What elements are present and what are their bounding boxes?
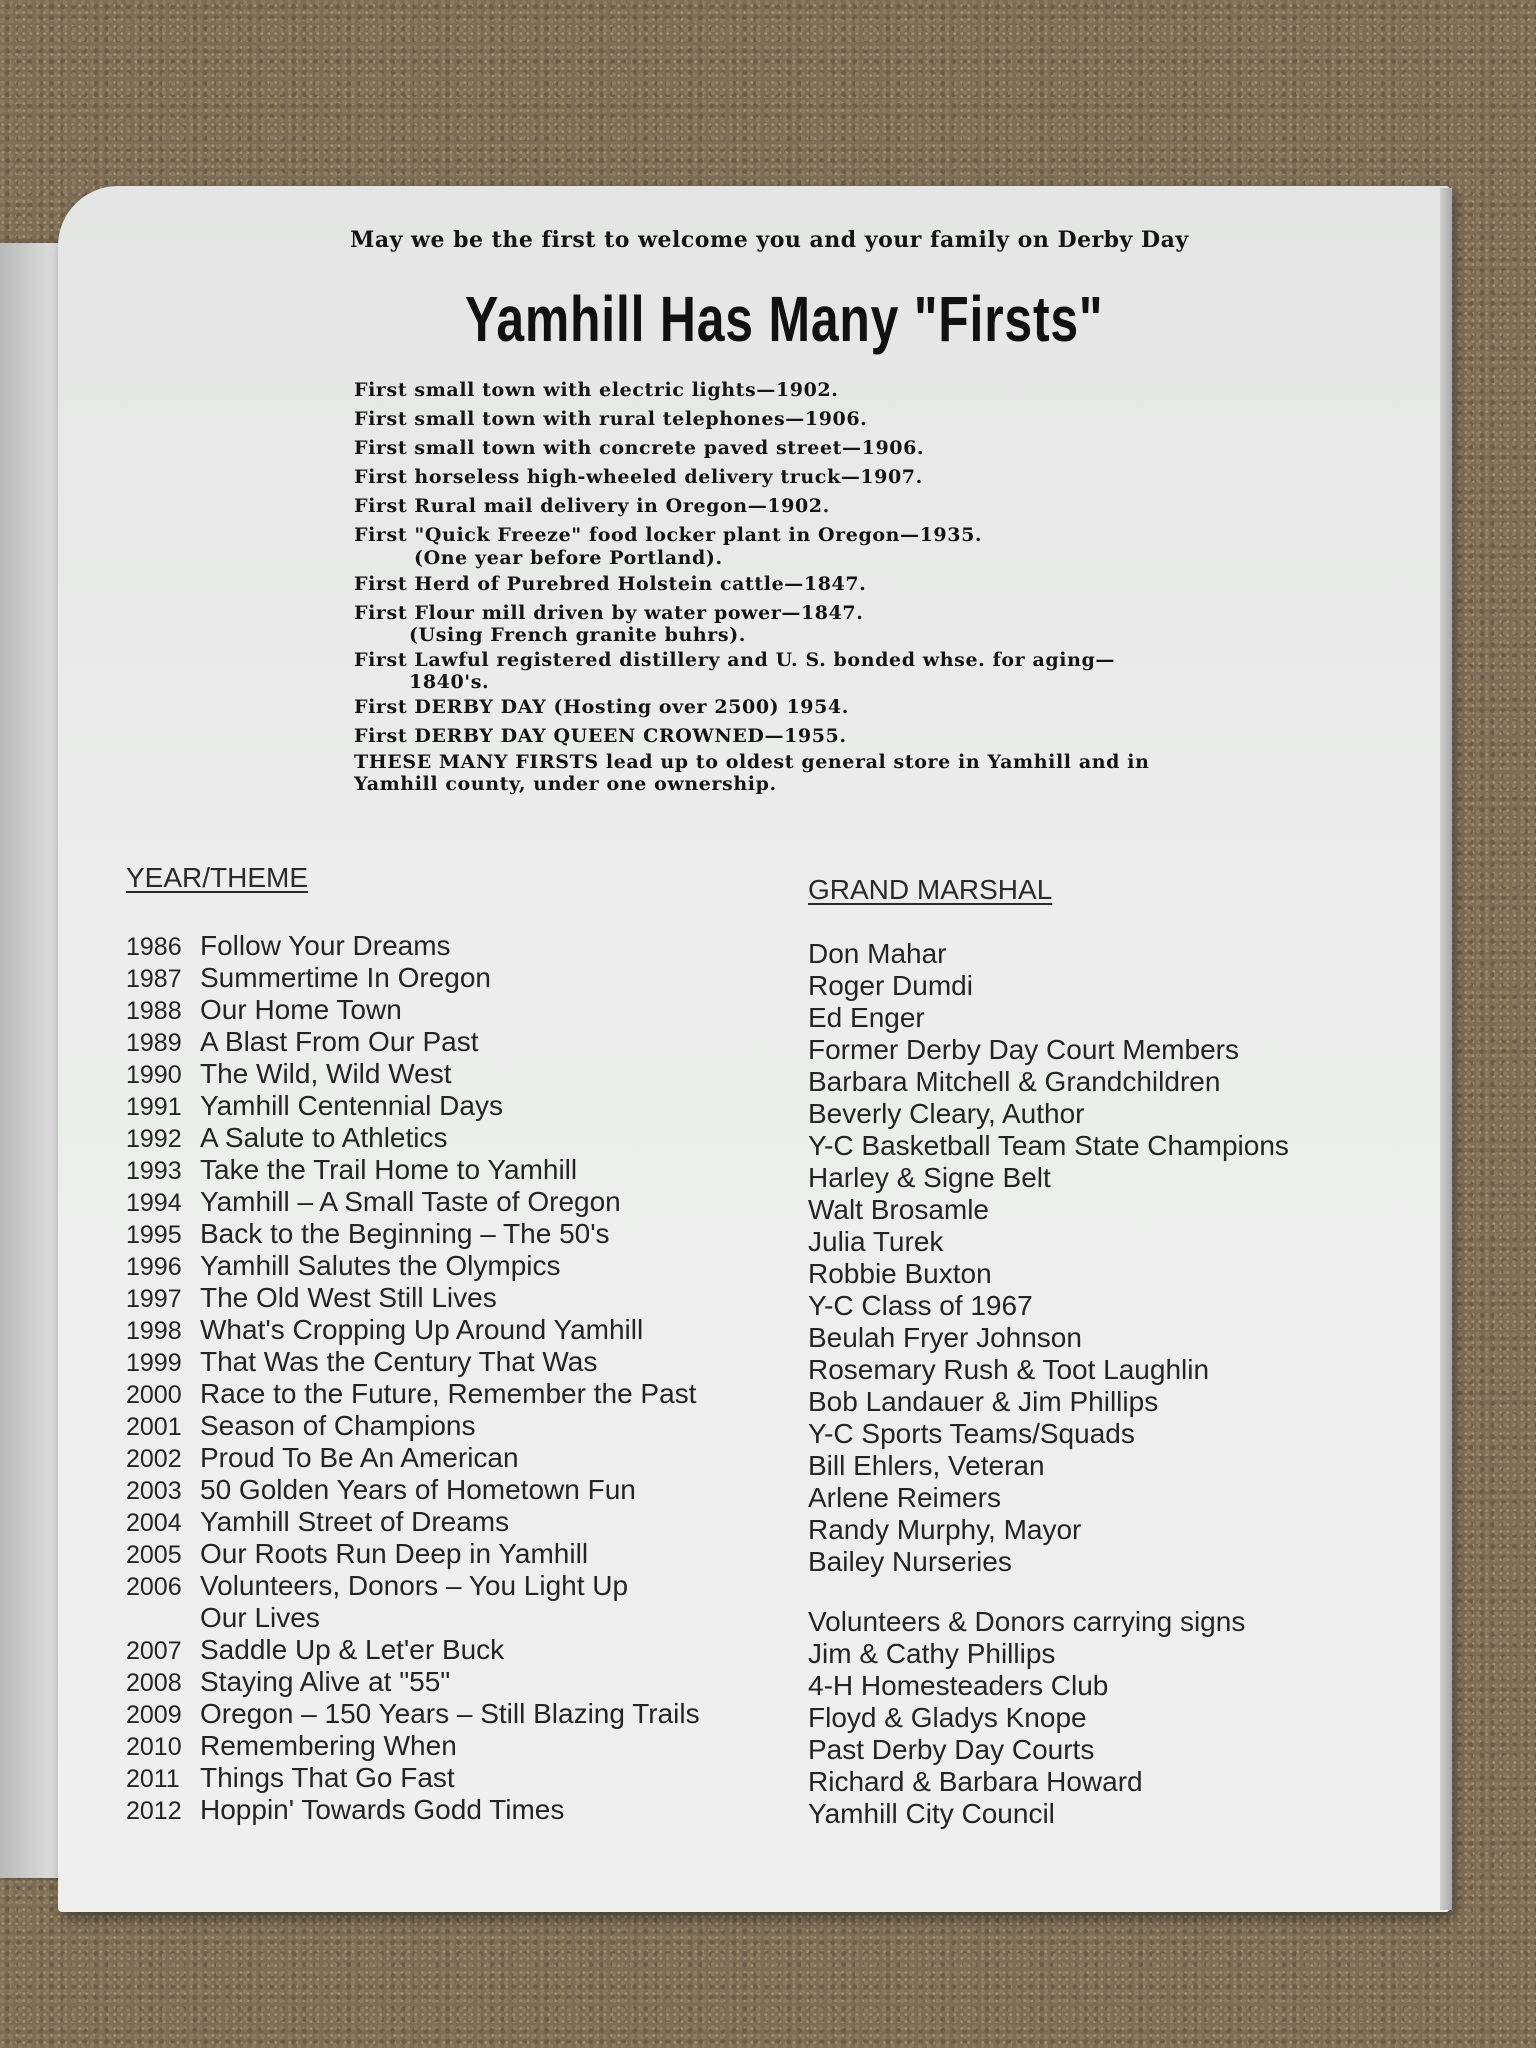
year-theme-row <box>126 1250 700 1282</box>
year-label: 1998 <box>126 1317 182 1345</box>
year-theme-row <box>126 1154 700 1186</box>
grand-marshal-item: Barbara Mitchell & Grandchildren <box>808 1066 1221 1097</box>
grand-marshal-item: Don Mahar <box>808 938 947 969</box>
firsts-item-note: (Using French granite buhrs). <box>409 624 746 646</box>
grand-marshal-item: Bailey Nurseries <box>808 1546 1012 1577</box>
grand-marshal-item: Y-C Class of 1967 <box>808 1290 1033 1321</box>
year-label: 2010 <box>126 1733 182 1761</box>
firsts-item: Yamhill county, under one ownership. <box>354 773 777 795</box>
year-label: 2007 <box>126 1637 182 1665</box>
firsts-item: THESE MANY FIRSTS lead up to oldest general store in Yamhill and in <box>354 751 1150 773</box>
year-label: 1991 <box>126 1093 182 1121</box>
year-theme-header: YEAR/THEME <box>126 862 309 893</box>
grand-marshal-item: Floyd & Gladys Knope <box>808 1702 1087 1733</box>
year-theme-row <box>126 1730 700 1762</box>
year-theme-row <box>126 1794 700 1826</box>
year-label: 1986 <box>126 933 182 961</box>
firsts-item: First small town with rural telephones—1906. <box>354 408 868 430</box>
year-theme-row <box>126 1410 700 1442</box>
year-theme-row <box>126 1026 700 1058</box>
theme-label: Season of Champions <box>200 1410 476 1441</box>
grand-marshal-list <box>808 938 1289 1830</box>
theme-label: Our Roots Run Deep in Yamhill <box>200 1538 589 1569</box>
firsts-item: First "Quick Freeze" food locker plant in Oregon—1935. <box>354 524 983 546</box>
year-label: 1995 <box>126 1221 182 1249</box>
year-theme-row <box>126 1698 700 1730</box>
grand-marshal-item: Julia Turek <box>808 1226 944 1257</box>
theme-label: Staying Alive at "55" <box>200 1666 451 1697</box>
page-title: Yamhill Has Many "Firsts" <box>465 283 1104 355</box>
year-label: 1989 <box>126 1029 182 1057</box>
year-theme-row <box>126 1506 700 1538</box>
year-label: 1993 <box>126 1157 182 1185</box>
grand-marshal-item: Richard & Barbara Howard <box>808 1766 1143 1797</box>
firsts-item: First Herd of Purebred Holstein cattle—1847. <box>354 573 867 595</box>
grand-marshal-item: Randy Murphy, Mayor <box>808 1514 1082 1545</box>
firsts-item: First Lawful registered distillery and U. S. bonded whse. for aging— <box>354 649 1115 671</box>
theme-label: Hoppin' Towards Godd Times <box>200 1794 565 1825</box>
grand-marshal-item: Beulah Fryer Johnson <box>808 1322 1082 1353</box>
year-label: 2002 <box>126 1445 182 1473</box>
theme-label: What's Cropping Up Around Yamhill <box>200 1314 644 1345</box>
year-label: 1987 <box>126 965 182 993</box>
grand-marshal-item: Beverly Cleary, Author <box>808 1098 1085 1129</box>
year-label: 1992 <box>126 1125 182 1153</box>
theme-label: Race to the Future, Remember the Past <box>200 1378 697 1409</box>
theme-label: Yamhill – A Small Taste of Oregon <box>200 1186 621 1217</box>
year-theme-row <box>126 1378 700 1410</box>
grand-marshal-item: Walt Brosamle <box>808 1194 990 1225</box>
theme-label: Take the Trail Home to Yamhill <box>200 1154 578 1185</box>
firsts-item: First small town with electric lights—1902. <box>354 379 839 401</box>
year-theme-row <box>126 1122 700 1154</box>
theme-label: A Blast From Our Past <box>200 1026 479 1057</box>
year-label: 1990 <box>126 1061 182 1089</box>
grand-marshal-item: Rosemary Rush & Toot Laughlin <box>808 1354 1210 1385</box>
grand-marshal-item: Y-C Sports Teams/Squads <box>808 1418 1135 1449</box>
year-theme-row <box>126 1442 700 1474</box>
year-label: 2001 <box>126 1413 182 1441</box>
year-label: 2003 <box>126 1477 182 1505</box>
grand-marshal-item: Roger Dumdi <box>808 970 973 1001</box>
grand-marshal-item: Bill Ehlers, Veteran <box>808 1450 1045 1481</box>
year-label: 2005 <box>126 1541 182 1569</box>
theme-label-continued: Our Lives <box>200 1602 320 1633</box>
grand-marshal-item: Jim & Cathy Phillips <box>808 1638 1056 1669</box>
firsts-list <box>354 376 1204 795</box>
welcome-line: May we be the first to welcome you and your family on Derby Day <box>350 227 1189 253</box>
year-theme-row <box>126 1570 700 1602</box>
theme-label: The Wild, Wild West <box>200 1058 452 1089</box>
year-theme-row <box>126 1058 700 1090</box>
theme-label: A Salute to Athletics <box>200 1122 448 1153</box>
year-theme-list <box>126 930 700 1826</box>
year-theme-row <box>126 1474 700 1506</box>
year-label: 1996 <box>126 1253 182 1281</box>
theme-label: Remembering When <box>200 1730 457 1761</box>
firsts-item: First DERBY DAY (Hosting over 2500) 1954. <box>354 696 849 718</box>
grand-marshal-item: Robbie Buxton <box>808 1258 992 1289</box>
grand-marshal-header: GRAND MARSHAL <box>808 874 1053 905</box>
theme-label: Our Home Town <box>200 994 402 1025</box>
theme-label: That Was the Century That Was <box>200 1346 598 1377</box>
year-label: 2006 <box>126 1573 182 1601</box>
year-theme-row <box>126 1314 700 1346</box>
grand-marshal-item: Past Derby Day Courts <box>808 1734 1095 1765</box>
grand-marshal-item: 4-H Homesteaders Club <box>808 1670 1109 1701</box>
theme-label: 50 Golden Years of Hometown Fun <box>200 1474 636 1505</box>
theme-label: Things That Go Fast <box>200 1762 455 1793</box>
grand-marshal-item: Former Derby Day Court Members <box>808 1034 1239 1065</box>
firsts-item-note: (One year before Portland). <box>414 547 723 569</box>
theme-label: Follow Your Dreams <box>200 930 451 961</box>
theme-label: The Old West Still Lives <box>200 1282 497 1313</box>
theme-label: Back to the Beginning – The 50's <box>200 1218 610 1249</box>
year-theme-row <box>126 1346 700 1378</box>
grand-marshal-item: Ed Enger <box>808 1002 925 1033</box>
theme-label: Saddle Up & Let'er Buck <box>200 1634 505 1665</box>
firsts-item: First horseless high-wheeled delivery truck—1907. <box>354 466 923 488</box>
grand-marshal-item: Bob Landauer & Jim Phillips <box>808 1386 1159 1417</box>
year-label: 2004 <box>126 1509 182 1537</box>
year-theme-row <box>126 1634 700 1666</box>
year-label: 2009 <box>126 1701 182 1729</box>
theme-label: Summertime In Oregon <box>200 962 491 993</box>
year-theme-row <box>126 930 700 962</box>
theme-label: Oregon – 150 Years – Still Blazing Trails <box>200 1698 700 1729</box>
grand-marshal-item: Arlene Reimers <box>808 1482 1001 1513</box>
year-theme-row <box>126 962 700 994</box>
year-theme-row <box>126 1538 700 1570</box>
year-label: 1988 <box>126 997 182 1025</box>
theme-label: Proud To Be An American <box>200 1442 519 1473</box>
year-label: 2012 <box>126 1797 182 1825</box>
year-theme-row <box>126 1282 700 1314</box>
firsts-item: First Rural mail delivery in Oregon—1902. <box>354 495 830 517</box>
grand-marshal-item: Volunteers & Donors carrying signs <box>808 1606 1246 1637</box>
year-label: 2011 <box>126 1765 180 1793</box>
year-theme-row <box>126 1218 700 1250</box>
theme-label: Yamhill Street of Dreams <box>200 1506 510 1537</box>
list-spacer <box>808 1578 1289 1606</box>
page-stack-edge <box>1440 188 1452 1910</box>
year-theme-row <box>126 1090 700 1122</box>
year-label: 2000 <box>126 1381 182 1409</box>
grand-marshal-item: Yamhill City Council <box>808 1798 1055 1829</box>
theme-label: Volunteers, Donors – You Light Up <box>200 1570 629 1601</box>
year-theme-row <box>126 994 700 1026</box>
firsts-item: First DERBY DAY QUEEN CROWNED—1955. <box>354 725 847 747</box>
year-label: 1994 <box>126 1189 182 1217</box>
firsts-item-note: 1840's. <box>409 671 490 693</box>
year-label: 2008 <box>126 1669 182 1697</box>
theme-label: Yamhill Salutes the Olympics <box>200 1250 561 1281</box>
year-theme-row <box>126 1186 700 1218</box>
grand-marshal-item: Y-C Basketball Team State Champions <box>808 1130 1289 1161</box>
theme-label: Yamhill Centennial Days <box>200 1090 503 1121</box>
year-label: 1997 <box>126 1285 182 1313</box>
grand-marshal-item: Harley & Signe Belt <box>808 1162 1051 1193</box>
year-theme-row <box>126 1666 700 1698</box>
year-label: 1999 <box>126 1349 182 1377</box>
firsts-item: First small town with concrete paved street—1906. <box>354 437 925 459</box>
year-theme-row <box>126 1762 700 1794</box>
firsts-item: First Flour mill driven by water power—1847. <box>354 602 864 624</box>
